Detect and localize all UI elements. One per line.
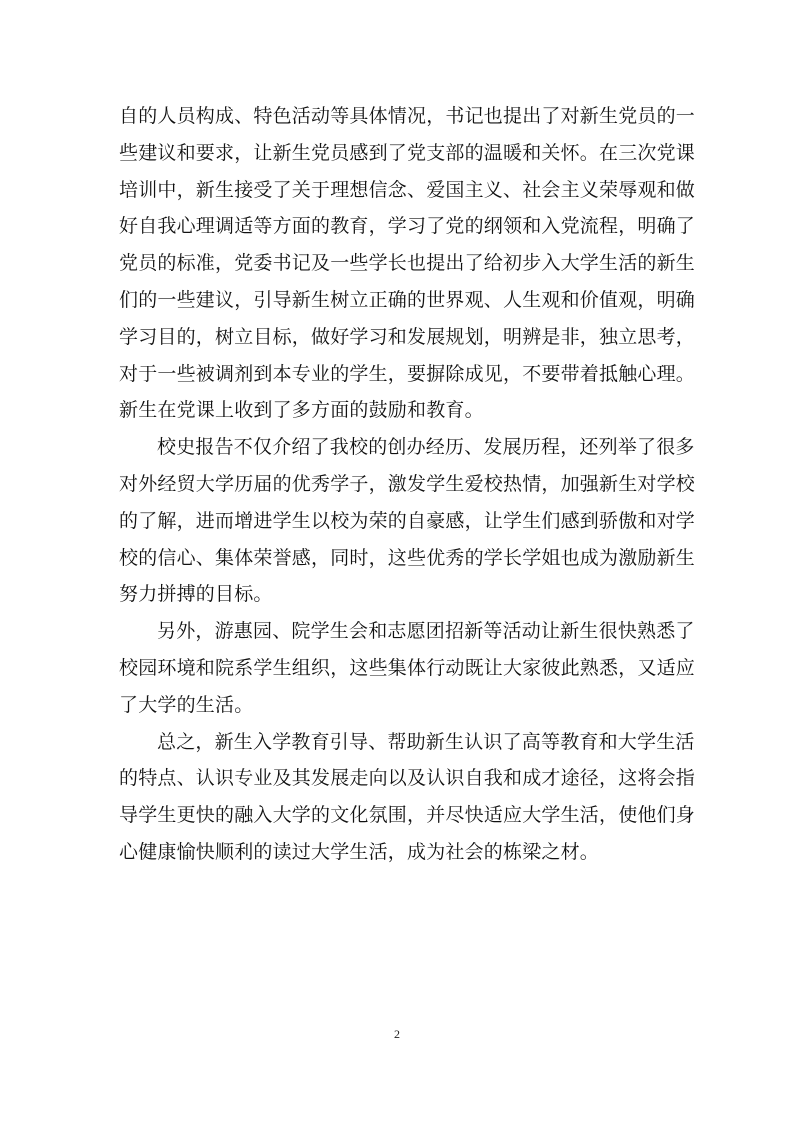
document-body bbox=[119, 98, 696, 871]
text-line: 新生在党课上收到了多方面的鼓励和教育。 bbox=[119, 399, 484, 422]
text-line: 对外经贸大学历届的优秀学子，激发学生爱校热情，加强新生对学校 bbox=[119, 472, 696, 495]
text-line: 的了解，进而增进学生以校为荣的自豪感，让学生们感到骄傲和对学 bbox=[119, 509, 696, 532]
paragraph-first-line: 另外，游惠园、院学生会和志愿团招新等活动让新生很快熟悉了 bbox=[157, 620, 695, 643]
text-line: 导学生更快的融入大学的文化氛围，并尽快适应大学生活，使他们身 bbox=[119, 804, 696, 827]
text-line: 校园环境和院系学生组织，这些集体行动既让大家彼此熟悉，又适应 bbox=[119, 656, 696, 679]
text-line: 了大学的生活。 bbox=[119, 693, 254, 716]
text-line: 校的信心、集体荣誉感，同时，这些优秀的学长学姐也成为激励新生 bbox=[119, 546, 696, 569]
text-line: 努力拼搏的目标。 bbox=[119, 583, 273, 606]
paragraph-first-line: 总之，新生入学教育引导、帮助新生认识了高等教育和大学生活 bbox=[157, 730, 695, 753]
text-line: 们的一些建议，引导新生树立正确的世界观、人生观和价值观，明确 bbox=[119, 288, 696, 311]
text-line: 学习目的，树立目标，做好学习和发展规划，明辨是非，独立思考， bbox=[119, 325, 696, 348]
paragraph-first-line: 校史报告不仅介绍了我校的创办经历、发展历程，还列举了很多 bbox=[157, 436, 695, 459]
text-line: 对于一些被调剂到本专业的学生，要摒除成见，不要带着抵触心理。 bbox=[119, 362, 696, 385]
text-line: 好自我心理调适等方面的教育，学习了党的纲领和入党流程，明确了 bbox=[119, 215, 696, 238]
text-line: 些建议和要求，让新生党员感到了党支部的温暖和关怀。在三次党课 bbox=[119, 141, 696, 164]
text-line: 的特点、认识专业及其发展走向以及认识自我和成才途径，这将会指 bbox=[119, 767, 696, 790]
text-line: 心健康愉快顺利的读过大学生活，成为社会的栋梁之材。 bbox=[119, 840, 600, 863]
page-number: 2 bbox=[394, 1027, 400, 1041]
text-line: 培训中，新生接受了关于理想信念、爱国主义、社会主义荣辱观和做 bbox=[119, 178, 696, 201]
text-line: 党员的标准，党委书记及一些学长也提出了给初步入大学生活的新生 bbox=[119, 252, 696, 275]
text-line: 自的人员构成、特色活动等具体情况，书记也提出了对新生党员的一 bbox=[119, 105, 696, 127]
